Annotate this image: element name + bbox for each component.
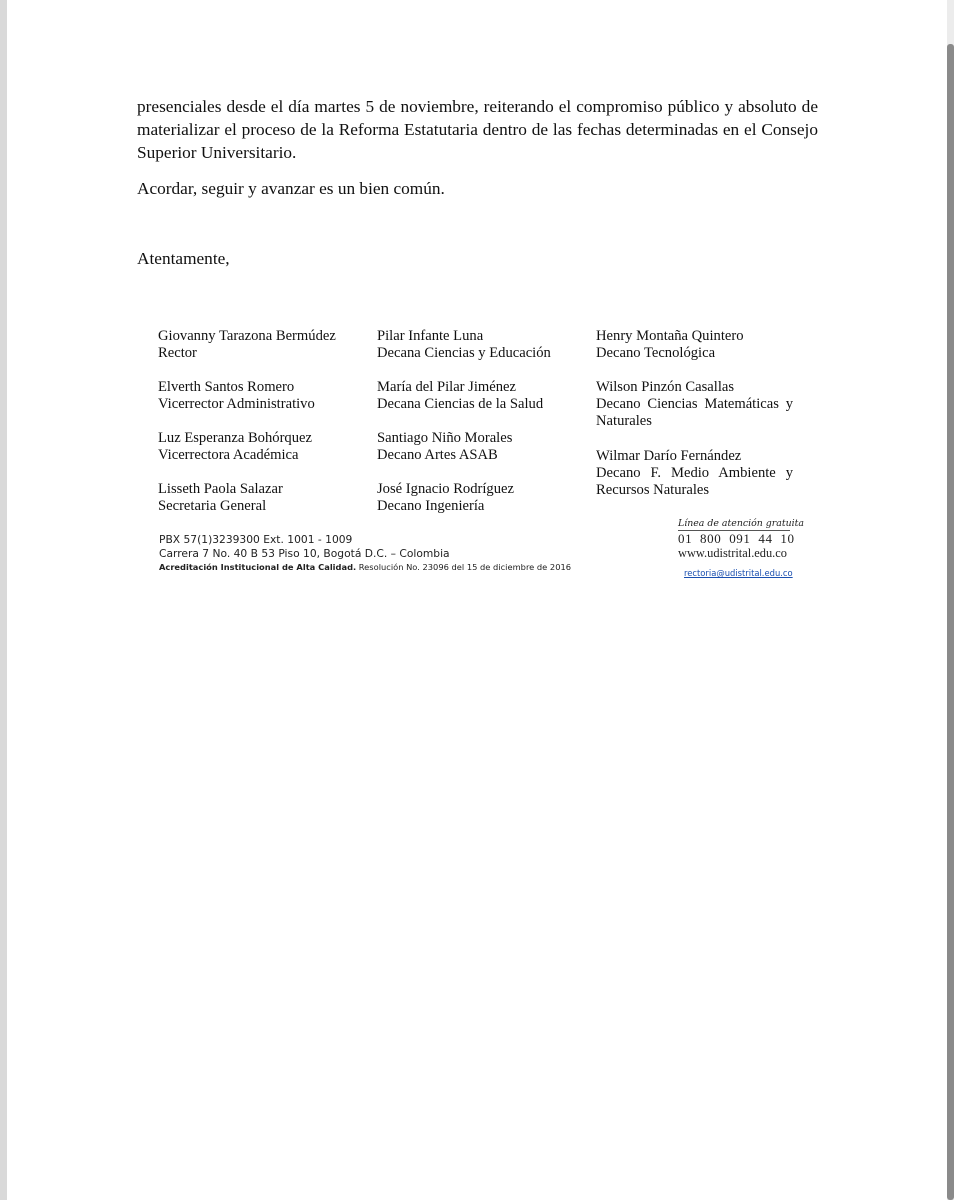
signature-block bbox=[596, 328, 793, 362]
signatory-name: Pilar Infante Luna bbox=[377, 328, 484, 344]
signatory-title: Secretaria General bbox=[158, 498, 267, 514]
footer-website[interactable]: www.udistrital.edu.co bbox=[678, 546, 787, 560]
signatory-name: María del Pilar Jiménez bbox=[377, 379, 516, 395]
footer-accreditation bbox=[159, 561, 571, 573]
signatory-name: Luz Esperanza Bohórquez bbox=[158, 430, 312, 446]
signature-block bbox=[158, 379, 315, 413]
signatory-name: Lisseth Paola Salazar bbox=[158, 481, 283, 497]
footer-address: Carrera 7 No. 40 B 53 Piso 10, Bogotá D.C. – Colombia bbox=[159, 547, 450, 560]
signature-block bbox=[377, 481, 514, 515]
signatory-name: Henry Montaña Quintero bbox=[596, 328, 744, 344]
signatory-title: Decano Artes ASAB bbox=[377, 447, 498, 463]
signatory-name: José Ignacio Rodríguez bbox=[377, 481, 514, 497]
signature-block bbox=[596, 379, 793, 430]
signature-block bbox=[596, 448, 793, 499]
signatory-title: Decano F. Medio Ambiente y bbox=[596, 465, 793, 481]
footer-pbx: PBX 57(1)3239300 Ext. 1001 - 1009 bbox=[159, 533, 353, 546]
footer-contact-info bbox=[159, 533, 571, 573]
footer-attention-label: Línea de atención gratuita bbox=[678, 518, 804, 529]
signatory-title: Vicerrector Administrativo bbox=[158, 396, 315, 412]
signature-block bbox=[377, 328, 551, 362]
signatory-name: Giovanny Tarazona Bermúdez bbox=[158, 328, 336, 344]
footer-phone: 01 800 091 44 10 bbox=[678, 531, 795, 546]
signatory-name: Santiago Niño Morales bbox=[377, 430, 513, 446]
footer-accreditation-bold: Acreditación Institucional de Alta Calidad. bbox=[159, 562, 357, 572]
document-page bbox=[7, 0, 947, 1200]
letter-paragraph-2: Acordar, seguir y avanzar es un bien común. bbox=[137, 179, 445, 198]
signature-block bbox=[158, 481, 283, 515]
scrollbar-track[interactable] bbox=[947, 0, 954, 1200]
signatory-title: Decano Ciencias Matemáticas y bbox=[596, 396, 793, 412]
signatory-name: Wilson Pinzón Casallas bbox=[596, 379, 735, 395]
signatory-title: Decano Ingeniería bbox=[377, 498, 485, 514]
signatory-name: Wilmar Darío Fernández bbox=[596, 448, 742, 464]
signatory-title: Decano Tecnológica bbox=[596, 345, 716, 361]
scrollbar-thumb[interactable] bbox=[947, 44, 954, 1200]
footer-email-link[interactable]: rectoria@udistrital.edu.co bbox=[684, 568, 793, 578]
signatory-name: Elverth Santos Romero bbox=[158, 379, 295, 395]
signature-block bbox=[377, 430, 512, 464]
signatory-title-continued: Naturales bbox=[596, 413, 652, 429]
signatory-title: Decana Ciencias y Educación bbox=[377, 345, 551, 361]
signature-block bbox=[377, 379, 543, 413]
letter-paragraph-1: presenciales desde el día martes 5 de noviembre, reiterando el compromiso público y absoluto de materializar el proceso de la Reforma Estatutaria dentro de las fechas determinadas en el Consejo Superior Universitario. bbox=[137, 97, 818, 162]
signatory-title: Vicerrectora Académica bbox=[158, 447, 299, 463]
signature-block bbox=[158, 430, 312, 464]
footer-attention-line bbox=[678, 518, 804, 579]
letter-closing: Atentamente, bbox=[137, 249, 230, 268]
footer-accreditation-rest: Resolución No. 23096 del 15 de diciembre de 2016 bbox=[356, 562, 572, 572]
signatory-title-continued: Recursos Naturales bbox=[596, 482, 710, 498]
signature-block bbox=[158, 328, 336, 362]
signatory-title: Rector bbox=[158, 345, 197, 361]
signatory-title: Decana Ciencias de la Salud bbox=[377, 396, 544, 412]
